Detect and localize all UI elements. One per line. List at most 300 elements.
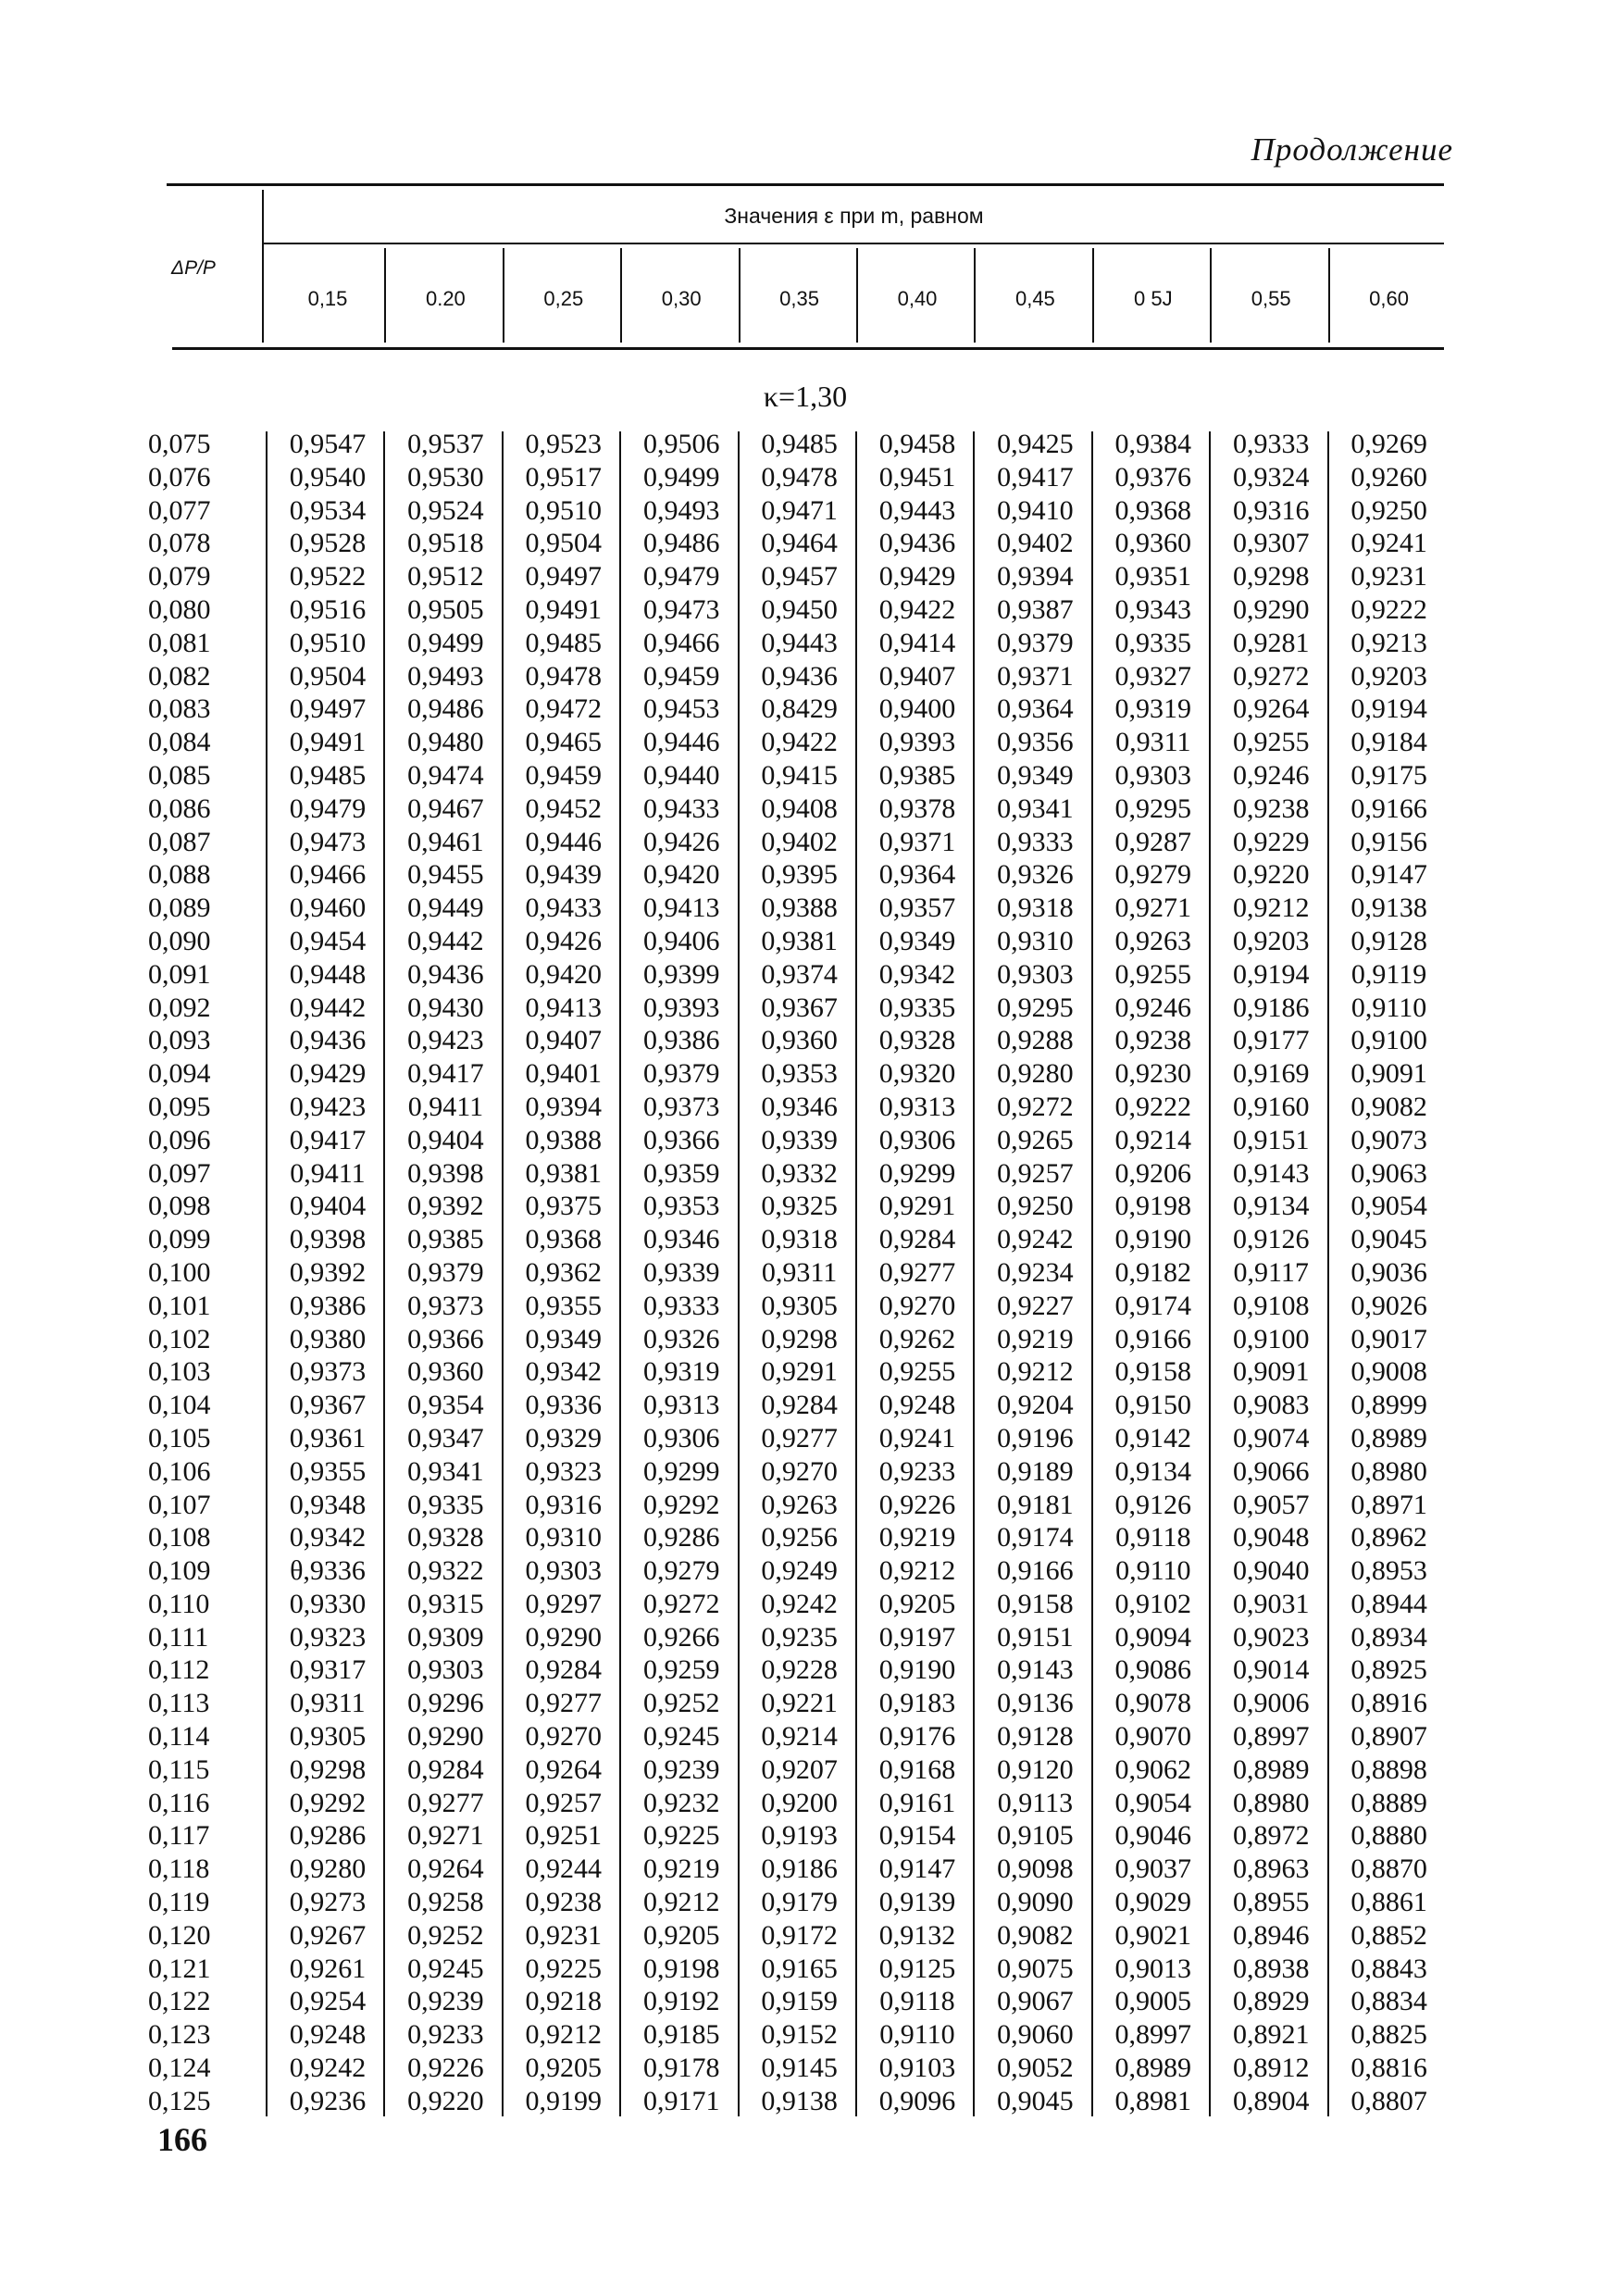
table-cell: 0,9311 [1115, 727, 1191, 758]
table-cell: 0,9200 [761, 1787, 838, 1818]
table-cell: 0,9198 [1114, 1191, 1192, 1222]
table-cell: 0,9433 [525, 892, 603, 924]
table-cell: 0,9150 [1114, 1390, 1192, 1421]
table-cell: 0,9014 [1232, 1654, 1310, 1686]
table-cell: 0,9128 [997, 1721, 1074, 1753]
table-cell: 0,9194 [1232, 958, 1310, 990]
table-cell: 0,9193 [761, 1820, 838, 1852]
table-cell: 0,9420 [525, 958, 603, 990]
table-cell: 0,9449 [407, 892, 484, 924]
table-cell: 0,9471 [761, 494, 838, 526]
table-cell: 0,9100 [1232, 1323, 1310, 1354]
m-header-cell: 0 5J [1134, 287, 1173, 310]
table-cell: 0,8997 [1232, 1721, 1310, 1753]
column-separator [1209, 431, 1211, 2116]
table-cell: 0,9357 [878, 892, 956, 924]
table-cell: 0,9213 [1350, 627, 1427, 658]
table-cell: 0,9057 [1232, 1489, 1310, 1520]
table-cell: 0,9316 [525, 1489, 603, 1520]
table-cell: 0,9045 [997, 2085, 1074, 2116]
table-cell: 0,8997 [1114, 2019, 1192, 2051]
table-cell: 0,9221 [761, 1688, 838, 1719]
row-label: 0,100 [148, 1256, 211, 1288]
table-cell: 0,9184 [1350, 727, 1427, 758]
row-label: 0,079 [148, 561, 211, 593]
table-cell: 0,9147 [878, 1853, 956, 1885]
table-cell: 0,8861 [1350, 1887, 1427, 1918]
table-cell: 0,9478 [525, 660, 603, 692]
table-cell: 0,9255 [1114, 958, 1192, 990]
table-cell: 0,9045 [1350, 1224, 1427, 1255]
row-label: 0,086 [148, 792, 211, 824]
table-cell: 0,9335 [1114, 627, 1192, 658]
table-cell: 0,9348 [289, 1489, 367, 1520]
table-cell: 0,9134 [1232, 1191, 1310, 1222]
table-cell: 0,9446 [642, 727, 720, 758]
value-column [976, 428, 1094, 2118]
table-cell: 0,9054 [1350, 1191, 1427, 1222]
table-cell: 0,9151 [997, 1621, 1074, 1653]
table-cell: 0,9398 [289, 1224, 367, 1255]
table-cell: 0,9299 [642, 1455, 720, 1487]
table-cell: 0,9339 [761, 1124, 838, 1155]
table-cell: 0,9229 [1232, 826, 1310, 857]
table-cell: 0,9270 [761, 1455, 838, 1487]
table-cell: 0,9110 [879, 2019, 955, 2051]
table-cell: 0,9426 [525, 925, 603, 956]
table-cell: 0,9384 [1114, 429, 1192, 459]
table-cell: 0,9222 [1114, 1091, 1192, 1122]
table-cell: 0,9386 [289, 1290, 367, 1321]
table-cell: 0,9279 [1114, 859, 1192, 891]
table-cell: 0,9063 [1350, 1157, 1427, 1189]
value-column [858, 428, 977, 2118]
table-cell: 0,9279 [642, 1555, 720, 1587]
table-cell: 0,9108 [1232, 1290, 1310, 1321]
table-cell: 0,9313 [642, 1390, 720, 1421]
table-cell: 0,9005 [1114, 1986, 1192, 2017]
table-cell: 0,9073 [1350, 1124, 1427, 1155]
table-cell: 0,9175 [1350, 759, 1427, 791]
header-separator [262, 190, 264, 343]
table-cell: 0,9232 [642, 1787, 720, 1818]
table-cell: 0,9398 [407, 1157, 484, 1189]
table-cell: 0,9473 [642, 593, 720, 625]
row-label: 0,117 [148, 1820, 210, 1852]
table-cell: 0,9021 [1114, 1919, 1192, 1951]
table-cell: 0,9318 [997, 892, 1074, 924]
table-cell: 0,9425 [997, 429, 1074, 459]
row-label: 0,119 [148, 1887, 210, 1918]
table-cell: 0,9172 [761, 1919, 838, 1951]
table-cell: 0,9252 [407, 1919, 484, 1951]
table-cell: 0,9436 [761, 660, 838, 692]
table-cell: 0,9145 [761, 2053, 838, 2084]
table-cell: 0,9373 [289, 1356, 367, 1388]
table-cell: 0,9307 [1232, 528, 1310, 559]
table-cell: 0,9457 [761, 561, 838, 593]
table-cell: 0,8834 [1350, 1986, 1427, 2017]
table-cell: 0,9239 [642, 1753, 720, 1785]
table-cell: 0,9452 [525, 792, 603, 824]
column-separator [855, 431, 857, 2116]
table-cell: 0,9190 [1114, 1224, 1192, 1255]
row-label: 0,112 [148, 1654, 210, 1686]
table-cell: 0,9161 [878, 1787, 956, 1818]
table-cell: 0,9206 [1114, 1157, 1192, 1189]
table-cell: 0,9440 [642, 759, 720, 791]
table-cell: 0,9249 [761, 1555, 838, 1587]
table-cell: 0,9286 [642, 1522, 720, 1554]
table-cell: 0,9499 [642, 461, 720, 493]
row-label: 0,094 [148, 1058, 211, 1090]
table-cell: 0,9355 [525, 1290, 603, 1321]
table-cell: 0,9255 [1232, 727, 1310, 758]
table-cell: 0,9433 [642, 792, 720, 824]
row-label: 0,105 [148, 1422, 211, 1454]
table-cell: 0,8825 [1350, 2019, 1427, 2051]
table-cell: 0,9233 [407, 2019, 484, 2051]
column-separator [1327, 431, 1329, 2116]
table-cell: 0,9381 [761, 925, 838, 956]
table-cell: 0,9522 [289, 561, 367, 593]
table-cell: 0,9368 [1114, 494, 1192, 526]
table-cell: 0,9371 [997, 660, 1074, 692]
table-cell: 0,9353 [642, 1191, 720, 1222]
table-cell: 0,9303 [1114, 759, 1192, 791]
table-cell: 0,9091 [1232, 1356, 1310, 1388]
table-cell: 0,9306 [878, 1124, 956, 1155]
table-cell: 0,9375 [525, 1191, 603, 1222]
table-cell: 0,9204 [997, 1390, 1074, 1421]
column-separator [619, 431, 621, 2116]
table-cell: 0,8980 [1232, 1787, 1310, 1818]
table-cell: 0,9349 [525, 1323, 603, 1354]
table-cell: 0,9212 [878, 1555, 956, 1587]
table-cell: 0,9102 [1114, 1588, 1192, 1619]
table-cell: 0,9393 [642, 992, 720, 1023]
m-header-cell: 0,45 [1014, 287, 1055, 310]
table-cell: 0,9198 [642, 1953, 720, 1984]
table-cell: 0,9246 [1114, 992, 1192, 1023]
table-cell: 0,9118 [1115, 1522, 1191, 1554]
table-cell: 0,9272 [997, 1091, 1074, 1122]
table-cell: 0,9332 [761, 1157, 838, 1189]
table-cell: 0,9402 [761, 826, 838, 857]
table-cell: 0,9371 [878, 826, 956, 857]
m-header-cell: 0,35 [779, 287, 819, 310]
table-cell: 0,9309 [407, 1621, 484, 1653]
table-cell: 0,9226 [407, 2053, 484, 2084]
table-cell: 0,8934 [1350, 1621, 1427, 1653]
table-cell: 0,8999 [1350, 1390, 1427, 1421]
table-cell: 0,9430 [407, 992, 484, 1023]
table-cell: 0,9459 [525, 759, 603, 791]
table-cell: 0,9333 [1232, 429, 1310, 459]
table-cell: 0,8946 [1232, 1919, 1310, 1951]
table-cell: 0,9474 [407, 759, 484, 791]
table-cell: 0,9458 [878, 429, 956, 459]
table-cell: 0,9473 [289, 826, 367, 857]
m-header-cell: 0,30 [661, 287, 702, 310]
table-cell: 0,9422 [761, 727, 838, 758]
table-cell: 0,9385 [407, 1224, 484, 1255]
table-cell: 0,9439 [525, 859, 603, 891]
table-cell: 0,9378 [878, 792, 956, 824]
table-cell: 0,9324 [1232, 461, 1310, 493]
table-cell: 0,9036 [1350, 1256, 1427, 1288]
table-cell: 0,9479 [289, 792, 367, 824]
table-cell: 0,8953 [1350, 1555, 1427, 1587]
table-cell: 0,9374 [761, 958, 838, 990]
table-cell: 0,9465 [525, 727, 603, 758]
table-cell: 0,9373 [642, 1091, 720, 1122]
table-top-rule [167, 183, 1444, 186]
row-label: 0,108 [148, 1522, 211, 1554]
page-number: 166 [157, 2121, 207, 2158]
table-cell: 0,9454 [289, 925, 367, 956]
column-separator [738, 431, 740, 2116]
table-cell: 0,9342 [525, 1356, 603, 1388]
table-cell: 0,9040 [1232, 1555, 1310, 1587]
table-cell: 0,9235 [761, 1621, 838, 1653]
table-cell: 0,9189 [997, 1455, 1074, 1487]
row-label: 0,085 [148, 759, 211, 791]
table-cell: 0,8963 [1232, 1853, 1310, 1885]
table-cell: 0,9524 [407, 494, 484, 526]
table-cell: 0,9355 [289, 1455, 367, 1487]
table-cell: 0,9455 [407, 859, 484, 891]
table-cell: 0,9171 [642, 2085, 720, 2116]
table-cell: 0,9362 [525, 1256, 603, 1288]
table-cell: 0,9330 [289, 1588, 367, 1619]
table-cell: 0,9113 [997, 1787, 1074, 1818]
table-cell: 0,9379 [997, 627, 1074, 658]
table-cell: 0,9322 [407, 1555, 484, 1587]
table-cell: 0,9265 [997, 1124, 1074, 1155]
table-cell: 0,9074 [1232, 1422, 1310, 1454]
table-cell: 0,9067 [997, 1986, 1074, 2017]
table-cell: 0,9292 [642, 1489, 720, 1520]
table-cell: 0,9142 [1114, 1422, 1192, 1454]
table-cell: 0,9472 [525, 693, 603, 725]
table-cell: 0,9006 [1232, 1688, 1310, 1719]
table-cell: 0,9326 [997, 859, 1074, 891]
row-label: 0,101 [148, 1290, 211, 1321]
table-cell: 0,9156 [1350, 826, 1427, 857]
table-cell: 0,8989 [1350, 1422, 1427, 1454]
table-cell: 0,9212 [1232, 892, 1310, 924]
table-cell: 0,9183 [878, 1688, 956, 1719]
row-label: 0,120 [148, 1919, 211, 1951]
table-cell: 0,9286 [289, 1820, 367, 1852]
table-cell: 0,9295 [1114, 792, 1192, 824]
table-cell: 0,9266 [642, 1621, 720, 1653]
table-cell: 0,9120 [997, 1753, 1074, 1785]
table-cell: 0,9250 [1350, 494, 1427, 526]
table-cell: 0,9394 [997, 561, 1074, 593]
table-cell: 0,9287 [1114, 826, 1192, 857]
table-cell: 0,9459 [642, 660, 720, 692]
table-cell: 0,8852 [1350, 1919, 1427, 1951]
table-cell: 0,9393 [878, 727, 956, 758]
table-cell: 0,9236 [289, 2085, 367, 2116]
value-column [622, 428, 741, 2118]
table-cell: 0,9523 [525, 429, 603, 459]
table-cell: 0,9251 [525, 1820, 603, 1852]
table-cell: 0,9083 [1232, 1390, 1310, 1421]
table-cell: 0,9241 [1350, 528, 1427, 559]
table-cell: 0,9212 [642, 1887, 720, 1918]
table-cell: 0,9499 [407, 627, 484, 658]
row-label: 0,124 [148, 2053, 211, 2084]
table-cell: 0,9234 [997, 1256, 1074, 1288]
table-cell: 0,9323 [289, 1621, 367, 1653]
table-cell: 0,9139 [878, 1887, 956, 1918]
table-cell: 0,9132 [878, 1919, 956, 1951]
table-cell: 0,8916 [1350, 1688, 1427, 1719]
table-cell: 0,9510 [289, 627, 367, 658]
table-cell: 0,9341 [407, 1455, 484, 1487]
table-cell: 0,9346 [761, 1091, 838, 1122]
value-column [1212, 428, 1330, 2118]
table-cell: 0,9400 [878, 693, 956, 725]
table-cell: 0,9342 [878, 958, 956, 990]
table-cell: 0,9460 [289, 892, 367, 924]
table-cell: 0,9110 [1115, 1555, 1191, 1587]
value-column [1094, 428, 1213, 2118]
table-cell: 0,9250 [997, 1191, 1074, 1222]
table-cell: 0,9360 [761, 1025, 838, 1056]
table-cell: 0,9317 [289, 1654, 367, 1686]
table-cell: 0,9277 [878, 1256, 956, 1288]
table-cell: 0,8880 [1350, 1820, 1427, 1852]
table-cell: 0,9257 [997, 1157, 1074, 1189]
table-cell: 0,9325 [761, 1191, 838, 1222]
table-cell: 0,9442 [407, 925, 484, 956]
table-cell: 0,9423 [407, 1025, 484, 1056]
table-cell: 0,9284 [525, 1654, 603, 1686]
table-cell: 0,9404 [407, 1124, 484, 1155]
table-cell: 0,9277 [525, 1688, 603, 1719]
column-separator [383, 431, 385, 2116]
table-cell: 0,9194 [1350, 693, 1427, 725]
table-cell: 0,9245 [642, 1721, 720, 1753]
table-cell: 0,9335 [878, 992, 956, 1023]
table-cell: 0,9327 [1114, 660, 1192, 692]
table-cell: 0,9381 [525, 1157, 603, 1189]
table-cell: 0,8898 [1350, 1753, 1427, 1785]
table-cell: 0,9323 [525, 1455, 603, 1487]
table-cell: 0,9046 [1114, 1820, 1192, 1852]
table-cell: 0,9453 [642, 693, 720, 725]
table-cell: 0,8989 [1232, 1753, 1310, 1785]
table-cell: 0,9267 [289, 1919, 367, 1951]
table-cell: 0,9098 [997, 1853, 1074, 1885]
table-cell: 0,9143 [997, 1654, 1074, 1686]
header-separator [503, 248, 504, 343]
table-cell: 0,9096 [878, 2085, 956, 2116]
header-separator [1092, 248, 1094, 343]
table-cell: 0,9176 [878, 1721, 956, 1753]
row-label: 0,107 [148, 1489, 211, 1520]
table-cell: 0,9094 [1114, 1621, 1192, 1653]
table-cell: 0,9305 [761, 1290, 838, 1321]
table-cell: 0,9238 [1114, 1025, 1192, 1056]
table-cell: 0,9305 [289, 1721, 367, 1753]
row-label: 0,103 [148, 1356, 211, 1388]
table-cell: 0,9151 [1232, 1124, 1310, 1155]
table-cell: 0,9385 [878, 759, 956, 791]
column-separator [1091, 431, 1093, 2116]
table-cell: 0,9225 [642, 1820, 720, 1852]
table-cell: 0,9333 [997, 826, 1074, 857]
table-cell: 0,8807 [1350, 2085, 1427, 2116]
table-cell: 0,9401 [525, 1058, 603, 1090]
column-separator [502, 431, 504, 2116]
table-cell: 0,9402 [997, 528, 1074, 559]
table-cell: 0,8907 [1350, 1721, 1427, 1753]
table-cell: 0,9423 [289, 1091, 367, 1122]
table-cell: 0,9486 [642, 528, 720, 559]
table-cell: 0,9263 [761, 1489, 838, 1520]
table-cell: 0,9166 [997, 1555, 1074, 1587]
table-cell: 0,9429 [289, 1058, 367, 1090]
table-cell: 0,9270 [525, 1721, 603, 1753]
table-cell: 0,9319 [1114, 693, 1192, 725]
column-separator [973, 431, 975, 2116]
table-cell: 0,9138 [761, 2085, 838, 2116]
value-column [741, 428, 859, 2118]
continuation-label: Продолжение [1251, 131, 1453, 168]
table-cell: 0,9366 [407, 1323, 484, 1354]
table-cell: 0,9493 [407, 660, 484, 692]
table-cell: 0,9233 [878, 1455, 956, 1487]
table-cell: 0,9504 [525, 528, 603, 559]
table-cell: 0,9422 [878, 593, 956, 625]
table-cell: 0,9505 [407, 593, 484, 625]
table-cell: 0,9118 [879, 1986, 955, 2017]
table-cell: 0,9245 [407, 1953, 484, 1984]
table-cell: 0,9270 [878, 1290, 956, 1321]
table-cell: 0,9190 [878, 1654, 956, 1686]
table-cell: 0,9368 [525, 1224, 603, 1255]
table-cell: 0,9281 [1232, 627, 1310, 658]
row-label: 0,106 [148, 1455, 211, 1487]
table-cell: 0,9152 [761, 2019, 838, 2051]
table-cell: 0,8929 [1232, 1986, 1310, 2017]
table-cell: 0,9136 [997, 1688, 1074, 1719]
table-cell: 0,9364 [878, 859, 956, 891]
row-label: 0,089 [148, 892, 211, 924]
table-cell: 0,9417 [407, 1058, 484, 1090]
table-cell: 0,9158 [997, 1588, 1074, 1619]
row-label: 0,095 [148, 1091, 211, 1122]
table-cell: 0,9160 [1232, 1091, 1310, 1122]
table-cell: 0,9313 [878, 1091, 956, 1122]
header-separator [739, 248, 741, 343]
table-cell: 0,9379 [642, 1058, 720, 1090]
table-cell: 0,9271 [1114, 892, 1192, 924]
table-cell: 0,9143 [1232, 1157, 1310, 1189]
table-cell: 0,9126 [1232, 1224, 1310, 1255]
table-cell: 0,9414 [878, 627, 956, 658]
table-cell: 0,9407 [878, 660, 956, 692]
table-cell: 0,8904 [1232, 2085, 1310, 2116]
table-cell: 0,8921 [1232, 2019, 1310, 2051]
table-cell: 0,9248 [289, 2019, 367, 2051]
table-cell: 0,8938 [1232, 1953, 1310, 1984]
